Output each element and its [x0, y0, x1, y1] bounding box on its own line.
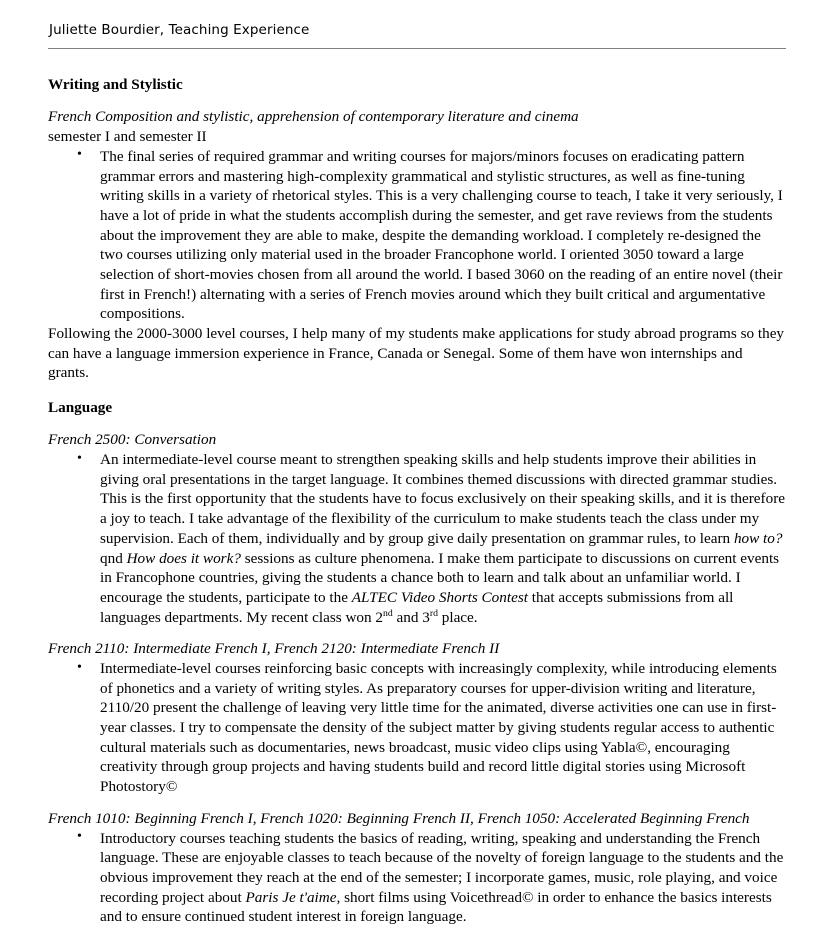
list-item: • The final series of required grammar and writing courses for majors/minors focuses on eradicating pattern grammar errors and mastering high-complexity grammatical and stylistic structures, as well as fine-tuning writing skills in a variety of rhetorical styles. This is a very challenging course to teach, I take it very seriously, I have a lot of pride in what the students accomplish during the semester, and get rave reviews from the students about the improvement they are able to make, despite the demanding workload. I completely re-designed the two courses utilizing only material used in the broader Francophone world. I oriented 3050 toward a large selection of short-movies chosen from all around the world. I based 3060 on the reading of an entire novel (their first in French!) alternating with a series of French movies around which they built critical and argumentative compositions.: [48, 147, 786, 324]
semester-line: semester I and semester II: [48, 128, 207, 146]
ordinal-suffix-second: nd: [383, 607, 393, 619]
course-title-french-2110: French 2110: Intermediate French I, French 2120: Intermediate French II: [48, 640, 500, 658]
emphasis-how-does-it-work: How does it work?: [126, 549, 241, 567]
course-spacer: [48, 797, 786, 809]
text-run: An intermediate-level course meant to strengthen speaking skills and help students improve their abilities in giving oral presentations in the target language. It combines themed discussions with directed grammar studies. This is the first opportunity that the students have to focus exclusively on their speaking skills, and it is therefore a joy to teach. I take advantage of the flexibility of the curriculum to make students teach the class under my supervision. Each of them, individually and by group give daily presentation on grammar rules, to learn: [100, 451, 785, 547]
emphasis-paris-je-taime: Paris Je t'aime,: [245, 888, 341, 906]
bullet-list-writing: [48, 147, 786, 324]
header-divider: [48, 48, 786, 49]
course-title-french-2500: French 2500: Conversation: [48, 431, 217, 449]
emphasis-altec-contest: ALTEC Video Shorts Contest: [351, 588, 528, 606]
text-run: short films using Voicethread© in order to enhance the basics interests and to ensure continued student interest in foreign language.: [100, 888, 772, 926]
text-run: Introductory courses teaching students the basics of reading, writing, speaking and understanding the French language. These are enjoyable classes to teach because of the novelty of foreign language to the students and the obvious improvement they reach at the end of the semester; I incorporate games, music, role playing, and voice recording project about: [100, 829, 784, 906]
bullet-list-french-1010: [48, 829, 786, 927]
text-run: and 3: [392, 608, 430, 626]
list-item: [48, 450, 786, 627]
course-title-composition: French Composition and stylistic, apprehension of contemporary literature and cinema: [48, 108, 579, 126]
course-title-french-1010: French 1010: Beginning French I, French 1020: Beginning French II, French 1050: Accelerated Beginning French: [48, 809, 750, 827]
running-head: Juliette Bourdier, Teaching Experience: [49, 22, 310, 38]
course-spacer: [48, 627, 786, 639]
bullet-list-french-2500: [48, 450, 786, 627]
emphasis-how-to: how to?: [733, 529, 783, 547]
paragraph-study-abroad: Following the 2000-3000 level courses, I help many of my students make applications for study abroad programs so they can have a language immersion experience in France, Canada or Senegal. Some of them have won internships and grants.: [48, 325, 785, 382]
section-heading-language: Language: [48, 399, 113, 417]
bullet-list-french-2110: [48, 659, 786, 797]
section-heading-writing: Writing and Stylistic: [48, 76, 183, 94]
text-run: that accepts submissions from all languages departments. My recent class won 2: [100, 588, 734, 626]
list-item: • Intermediate-level courses reinforcing basic concepts with increasingly complexity, while introducing elements of phonetics and a variety of writing styles. As preparatory courses for upper-division writing and literature, 2110/20 present the challenge of leaving very little time for the animated, diverse activities one can use in first-year classes. I try to compensate the density of the subject matter by giving students regular access to authentic cultural materials such as documentaries, news broadcast, music video clips using Yabla©, encouraging creativity through group projects and having students build and record little digital stories using Microsoft Photostory©: [48, 659, 786, 797]
text-run: place.: [437, 608, 478, 626]
text-run: sessions as culture phenomena. I make them participate to discussions on current events in Francophone countries, giving the students a chance both to learn and talk about an unfamiliar world. I encourage the students, participate to the: [100, 549, 780, 606]
ordinal-suffix-third: rd: [429, 607, 438, 619]
document-body: [48, 76, 786, 927]
section-spacer: [48, 383, 786, 399]
list-item: [48, 829, 786, 927]
text-run: qnd: [100, 549, 127, 567]
